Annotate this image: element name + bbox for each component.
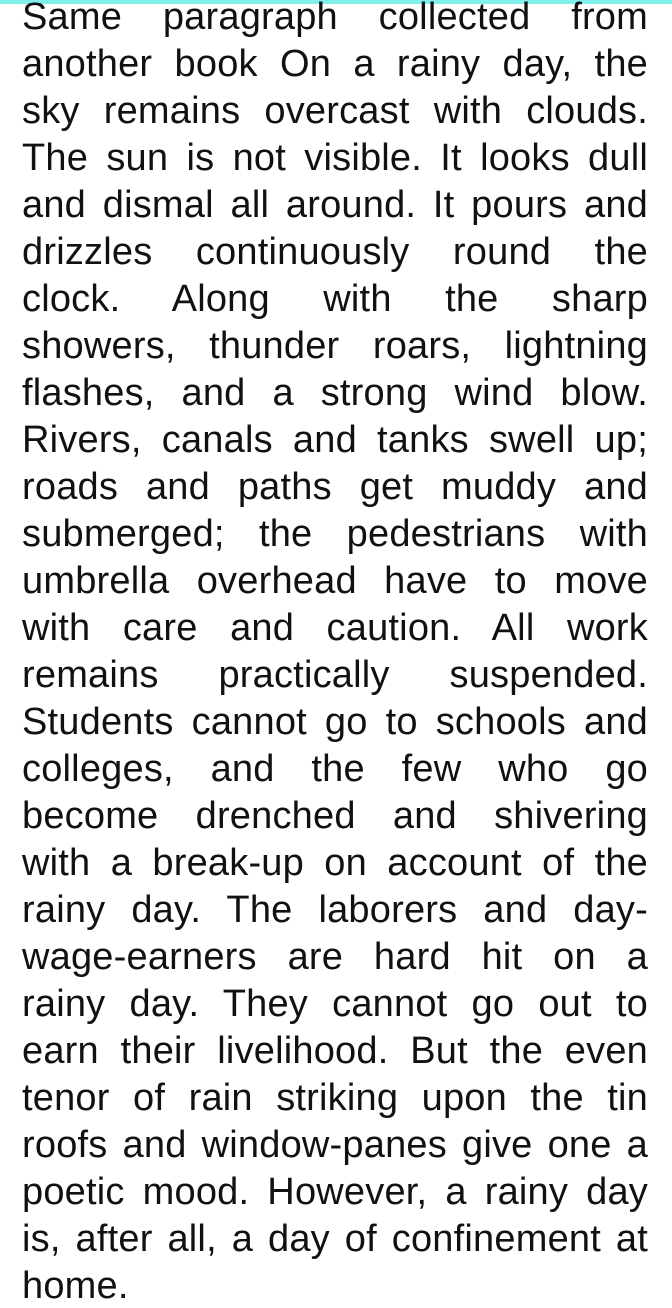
text-line: tenor of rain striking upon the tin (22, 1077, 648, 1119)
text-line: roofs and window-panes give one a (22, 1124, 648, 1166)
text-line: rainy day. They cannot go out to (22, 983, 648, 1025)
text-line: become drenched and shivering (22, 795, 648, 837)
text-line: another book On a rainy day, the (22, 43, 648, 85)
text-line: home. (22, 1265, 129, 1307)
text-line: umbrella overhead have to move (22, 560, 648, 602)
text-line: with care and caution. All work (22, 607, 648, 649)
text-line: wage-earners are hard hit on a (22, 936, 648, 978)
text-line: rainy day. The laborers and day- (22, 889, 648, 931)
text-line: colleges, and the few who go (22, 748, 648, 790)
text-line: submerged; the pedestrians with (22, 513, 648, 555)
text-line: earn their livelihood. But the even (22, 1030, 648, 1072)
text-line: roads and paths get muddy and (22, 466, 648, 508)
text-line: Students cannot go to schools and (22, 701, 648, 743)
text-line: showers, thunder roars, lightning (22, 325, 648, 367)
text-line: is, after all, a day of confinement at (22, 1218, 648, 1260)
text-line: clock. Along with the sharp (22, 278, 648, 320)
text-line: and dismal all around. It pours and (22, 184, 648, 226)
text-line: flashes, and a strong wind blow. (22, 372, 648, 414)
text-line: drizzles continuously round the (22, 231, 648, 273)
text-line: Same paragraph collected from (22, 0, 648, 38)
text-line: remains practically suspended. (22, 654, 648, 696)
paragraph-text (22, 0, 648, 1308)
text-line: with a break-up on account of the (22, 842, 648, 884)
text-line: sky remains overcast with clouds. (22, 90, 648, 132)
text-line: poetic mood. However, a rainy day (22, 1171, 648, 1213)
text-line: Rivers, canals and tanks swell up; (22, 419, 648, 461)
text-line: The sun is not visible. It looks dull (22, 137, 648, 179)
